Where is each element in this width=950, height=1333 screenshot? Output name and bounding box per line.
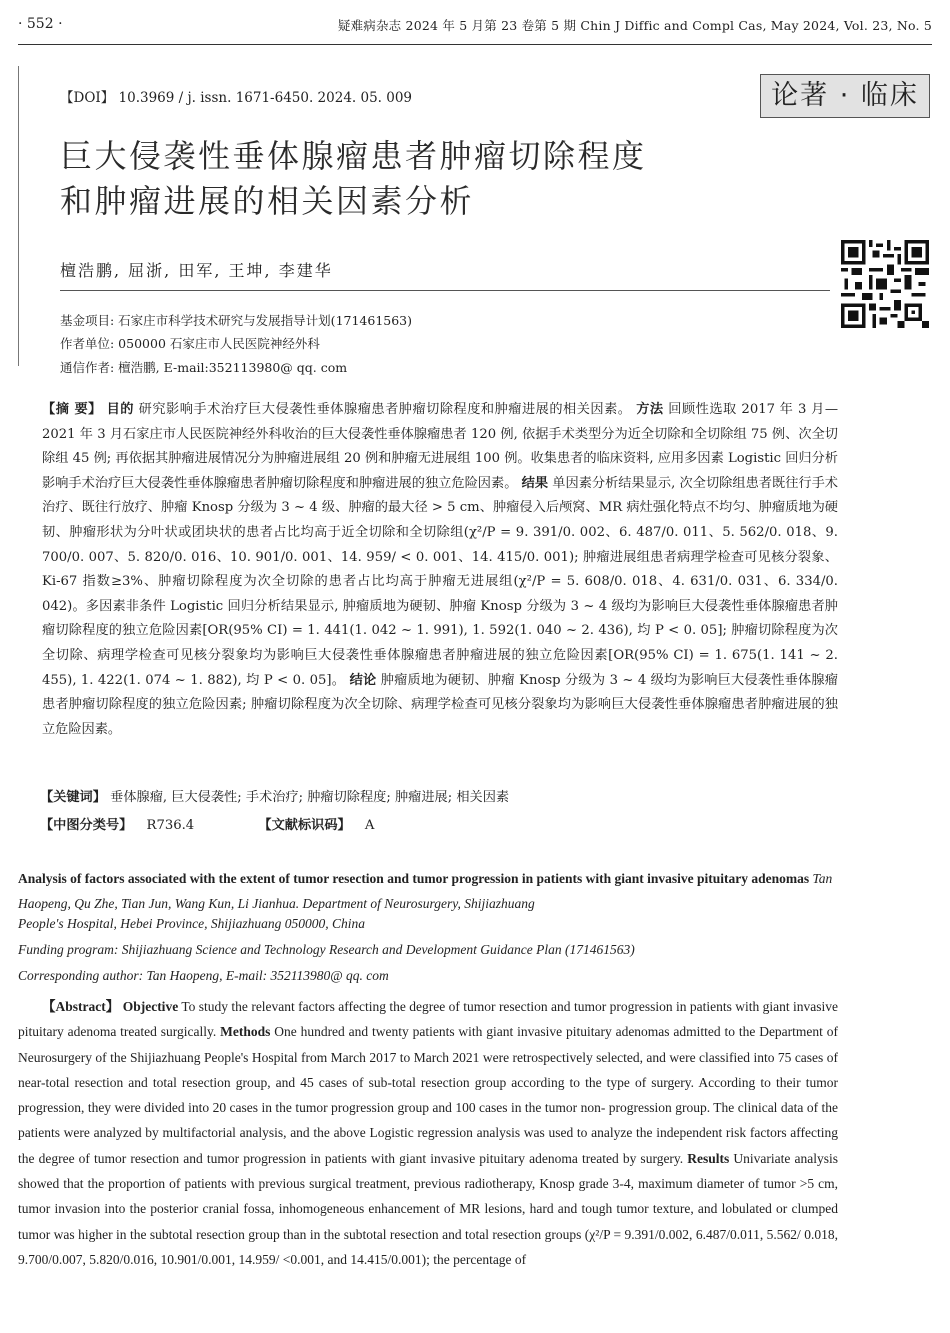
results-text: 单因素分析结果显示, 次全切除组患者既往行手术治疗、既往行放疗、肿瘤 Knosp 分级为 3 ~ 4 级、肿瘤的最大径 > 5 cm、肿瘤侵入后颅窝、MR 病灶强化特点不均匀、肿瘤质地为硬韧、肿瘤形状为分叶状或团块状的患者占比均高于近全切除和全切除组(χ²/P = 9. 391/0. 002、6. 487/0. 011、5. 562/0. 018、9. 700/0. 007、5. 820/0. 016、10. 901/0. 001、14. 959/ < 0. 001、14. 415/0. 001); 肿瘤进展组患者病理学检查可见核分裂象、Ki-67 指数≥3%、肿瘤切除程度为次全切除的患者占比均高于肿瘤无进展组(χ²/P = 5. 608/0. 018、4. 631/0. 031、6. 334/0. 042)。多因素非条件 Logistic 回归分析结果显示, 肿瘤质地为硬韧、肿瘤 Knosp 分级为 3 ~ 4 级均为影响巨大侵袭性垂体腺瘤患者肿瘤切除程度的独立危险因素[OR(95% CI) = 1. 441(1. 042 ~ 1. 991), 1. 592(1. 040 ~ 2. 436), 均 P < 0. 05]; 肿瘤切除程度为次全切除、病理学检查可见核分裂象均为影响巨大侵袭性垂体腺瘤患者肿瘤进展的独立危险因素[OR(95% CI) = 1. 675(1. 141 ~ 2. 455), 1. 422(1. 074 ~ 1. 882), 均 P < 0. 05]。 [42, 475, 838, 688]
section-tag: 论著 · 临床 [760, 74, 930, 118]
doc-code-label: 【文献标识码】 [258, 818, 351, 833]
english-affiliation: People's Hospital, Hebei Province, Shijiazhuang 050000, China [18, 916, 365, 931]
keywords [40, 786, 509, 805]
article-title [60, 134, 760, 224]
corresponding-author[interactable]: 通信作者: 檀浩鹏, E-mail:352113980@ qq. com [60, 360, 348, 375]
results-label: 结果 [521, 475, 549, 491]
chinese-abstract [18, 398, 838, 742]
en-methods-text: One hundred and twenty patients with giant invasive pituitary adenomas admitted to the Department of Neurosurgery of the Shijiazhuang People's Hospital from March 2017 to March 2021 were retrospectively selected, and were classified into 75 cases of near-total resection and total resection group, and 45 cases of sub-total resection group according to the type of surgery. According to their tumor progression, they were divided into 20 cases in the tumor progression group and 100 cases in the tumor non- progression group. The clinical data of the patients were analyzed by multifactorial analysis, and the above Logistic regression analysis was used to analyze the independent risk factors affecting the degree of tumor resection and tumor progression in patients with giant invasive pituitary adenoma treated by surgery. [18, 1024, 839, 1166]
title-line-1: 巨大侵袭性垂体腺瘤患者肿瘤切除程度 [60, 137, 647, 175]
english-corresponding[interactable]: Corresponding author: Tan Haopeng, E-mail: 352113980@ qq. com [18, 968, 389, 983]
classification [40, 814, 384, 833]
objective-label: 目的 [106, 402, 134, 417]
authors: 檀浩鹏, 屈浙, 田军, 王坤, 李建华 [60, 261, 333, 280]
english-abstract [18, 994, 838, 1272]
fund-info: 基金项目: 石家庄市科学技术研究与发展指导计划(171461563) [60, 313, 413, 328]
methods-label: 方法 [636, 402, 664, 417]
objective-text: 研究影响手术治疗巨大侵袭性垂体腺瘤患者肿瘤切除程度和肿瘤进展的相关因素。 [138, 402, 632, 417]
author-rule [60, 290, 830, 291]
author-unit: 作者单位: 050000 石家庄市人民医院神经外科 [60, 336, 320, 351]
en-objective-text: To study the relevant factors affecting the degree of tumor resection and tumor progression in patients with giant invasive pituitary adenoma treated surgically. [18, 999, 839, 1040]
methods-text: 回顾性选取 2017 年 3 月—2021 年 3 月石家庄市人民医院神经外科收治的巨大侵袭性垂体腺瘤患者 120 例, 依据手术类型分为近全切除和全切除组 75 例、次全切除组 45 例; 再依据其肿瘤进展情况分为肿瘤进展组 20 例和肿瘤无进展组 100 例。收集患者的临床资料, 应用多因素 Logistic 回归分析影响手术治疗巨大侵袭性垂体腺瘤患者肿瘤切除程度和肿瘤进展的独立危险因素。 [42, 402, 839, 491]
keywords-label: 【关键词】 [40, 790, 106, 805]
conclusion-text: 肿瘤质地为硬韧、肿瘤 Knosp 分级为 3 ~ 4 级均为影响巨大侵袭性垂体腺瘤患者肿瘤切除程度的独立危险因素; 肿瘤切除程度为次全切除、病理学检查可见核分裂象均为影响巨大侵袭性垂体腺瘤患者肿瘤进展的独立危险因素。 [42, 672, 838, 737]
abstract-label: 【摘 要】 [42, 402, 102, 417]
conclusion-label: 结论 [349, 672, 377, 688]
title-line-2: 和肿瘤进展的相关因素分析 [60, 182, 475, 220]
en-objective-label: Objective [122, 999, 179, 1014]
doi[interactable]: 【DOI】 10.3969 / j. issn. 1671-6450. 2024. 05. 009 [60, 90, 413, 106]
page-number: · 552 · [18, 16, 63, 32]
english-title [18, 866, 838, 916]
left-rule [18, 66, 19, 366]
clc-value: R736.4 [146, 818, 195, 833]
english-authors: Tan Haopeng, Qu Zhe, Tian Jun, Wang Kun, Li Jianhua. Department of Neurosurgery, Shijiazhuang [18, 871, 833, 911]
journal-header: 疑难病杂志 2024 年 5 月第 23 卷第 5 期 Chin J Diffic and Compl Cas, May 2024, Vol. 23, No. 5 [337, 18, 932, 33]
en-abstract-label: 【Abstract】 [42, 999, 120, 1014]
keywords-value: 垂体腺瘤, 巨大侵袭性; 手术治疗; 肿瘤切除程度; 肿瘤进展; 相关因素 [110, 790, 510, 805]
doc-code-value: A [364, 818, 375, 833]
english-funding: Funding program: Shijiazhuang Science and Technology Research and Development Guidance Plan (171461563) [18, 942, 635, 957]
clc-label: 【中图分类号】 [40, 818, 133, 833]
qr-code-icon[interactable] [840, 240, 930, 328]
en-results-label: Results [687, 1150, 730, 1166]
en-methods-label: Methods [220, 1024, 271, 1040]
en-results-text: Univariate analysis showed that the proportion of patients with previous surgical treatment, previous radiotherapy, Knosp grade 3-4, maximum diameter of tumor >5 cm, tumor invasion into the posterior cranial fossa, inhomogeneous enhancement of MR lesions, hard and tough tumor texture, and lobulated or clumped tumor was higher in the subtotal resection group than in the subtotal resection and total resection groups (χ²/P = 9.391/0.002, 6.487/0.011, 5.562/ 0.018, 9.700/0.007, 5.820/0.016, 10.901/0.001, 14.959/ <0.001, and 14.415/0.001); the percentage of [18, 1150, 838, 1267]
header-rule [18, 44, 932, 45]
english-title-text: Analysis of factors associated with the extent of tumor resection and tumor progression in patients with giant invasive pituitary adenomas [18, 871, 810, 886]
